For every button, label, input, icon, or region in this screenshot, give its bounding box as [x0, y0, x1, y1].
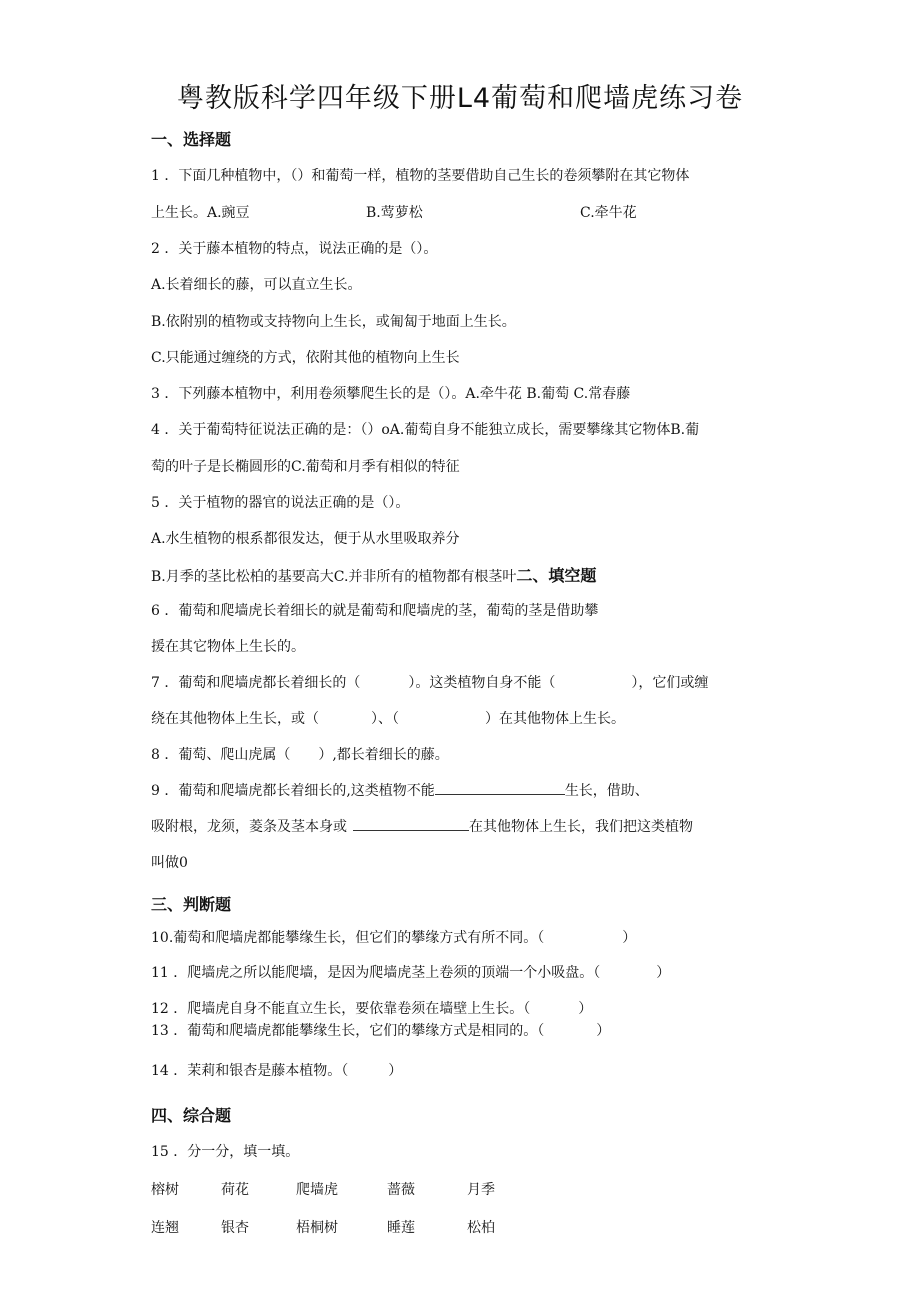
question-2-option-c: C.只能通过缠绕的方式，依附其他的植物向上生长 [151, 350, 460, 366]
question-8-text-1: 8 ．葡萄、爬山虎属（ [151, 747, 291, 763]
plant-word: 榕树 [151, 1182, 179, 1198]
question-4-line-1: 4 ．关于葡萄特征说法正确的是：（）oA.葡萄自身不能独立成长，需要攀缘其它物体B.葡 [151, 422, 700, 438]
question-5-stem: 5 ．关于植物的器官的说法正确的是（）。 [151, 495, 410, 511]
answer-blank[interactable] [435, 780, 565, 795]
question-15-stem: 15 ．分一分，填一填。 [151, 1144, 300, 1160]
question-5-option-b-c [151, 563, 596, 586]
plant-word: 月季 [467, 1182, 495, 1198]
question-10-close: ） [622, 930, 637, 946]
question-1-line-1: 1 ．下面几种植物中，（）和葡萄一样，植物的茎要借助自己生长的卷须攀附在其它物体 [151, 168, 690, 184]
question-9-text-3: 吸附根，龙须，菱条及茎本身或 [151, 819, 347, 835]
question-12-text: 12 ．爬墙虎自身不能直立生长，要依靠卷须在墙壁上生长。（ [151, 1001, 531, 1017]
plant-word: 睡莲 [387, 1220, 415, 1236]
question-3: 3 ．下列藤本植物中，利用卷须攀爬生长的是（）。A.牵牛花 B.葡萄 C.常春藤 [151, 386, 631, 402]
question-13-close: ） [596, 1023, 611, 1039]
question-4-line-2: 萄的叶子是长椭圆形的C.葡萄和月季有相似的特征 [151, 459, 460, 475]
question-8 [151, 744, 449, 764]
question-7-text-4: 绕在其他物体上生长，或（ [151, 711, 319, 727]
plant-word: 银杏 [221, 1220, 249, 1236]
plant-word: 荷花 [221, 1182, 249, 1198]
question-13 [151, 1020, 610, 1040]
page-title: 粤教版科学四年级下册L4葡萄和爬墙虎练习卷 [176, 83, 744, 114]
question-10-text: 10.葡萄和爬墙虎都能攀缘生长，但它们的攀缘方式有所不同。（ [151, 930, 545, 946]
section-heading-judge: 三、判断题 [151, 895, 232, 914]
question-7-line-2 [151, 708, 625, 728]
question-11-close: ） [656, 965, 671, 981]
question-11 [151, 962, 670, 982]
plant-word: 连翘 [151, 1220, 179, 1236]
plant-word: 蔷薇 [387, 1182, 415, 1198]
question-2-option-a: A.长着细长的藤，可以直立生长。 [151, 277, 362, 293]
question-7-text-2: ）。这类植物自身不能（ [408, 675, 556, 691]
question-2-option-b: B.依附别的植物或支持物向上生长，或匍匐于地面上生长。 [151, 314, 516, 330]
question-9-text-2: 生长，借助、 [564, 783, 649, 799]
section-heading-fill: 二、填空题 [516, 566, 597, 585]
plant-word: 爬墙虎 [296, 1182, 338, 1198]
question-9-line-3: 叫做0 [151, 855, 188, 871]
question-12-close: ） [578, 1001, 593, 1017]
question-9-text-1: 9 ．葡萄和爬墙虎都长着细长的,这类植物不能 [151, 783, 435, 799]
plant-word: 松柏 [467, 1220, 495, 1236]
question-14-text: 14 ．茉莉和银杏是藤本植物。（ [151, 1063, 349, 1079]
question-7-text-6: ）在其他物体上生长。 [485, 711, 625, 727]
question-1-option-c: C.牵牛花 [580, 205, 637, 221]
section-heading-comprehensive: 四、综合题 [151, 1106, 232, 1125]
question-2-stem: 2 ．关于藤本植物的特点，说法正确的是（）。 [151, 241, 438, 257]
section-heading-choice: 一、选择题 [151, 130, 232, 149]
question-6-line-1: 6 ．葡萄和爬墙虎长着细长的就是葡萄和爬墙虎的茎，葡萄的茎是借助攀 [151, 603, 599, 619]
question-11-text: 11 ．爬墙虎之所以能爬墙，是因为爬墙虎茎上卷须的顶端一个小吸盘。（ [151, 965, 601, 981]
question-14 [151, 1060, 402, 1080]
question-9-line-1 [151, 780, 649, 800]
question-1-option-a: 上生长。A.豌豆 [151, 205, 250, 221]
question-13-text: 13 ．葡萄和爬墙虎都能攀缘生长，它们的攀缘方式是相同的。（ [151, 1023, 545, 1039]
question-7-text-1: 7 ．葡萄和爬墙虎都长着细长的（ [151, 675, 361, 691]
plant-word: 梧桐树 [296, 1220, 338, 1236]
question-7-text-3: ），它们或缠 [631, 675, 709, 691]
question-8-text-2: ）,都长着细长的藤。 [318, 747, 449, 763]
question-5-option-a: A.水生植物的根系都很发达，便于从水里吸取养分 [151, 531, 460, 547]
question-6-line-2: 援在其它物体上生长的。 [151, 639, 305, 655]
question-14-close: ） [388, 1063, 403, 1079]
question-7-line-1 [151, 672, 708, 692]
question-12 [151, 998, 592, 1018]
question-7-text-5: ）、（ [371, 711, 399, 727]
answer-blank[interactable] [353, 816, 469, 831]
question-10 [151, 927, 636, 947]
question-9-line-2 [151, 816, 693, 836]
question-9-text-4: 在其他物体上生长，我们把这类植物 [469, 819, 693, 835]
question-1-option-b: B.莺萝松 [366, 205, 423, 221]
question-5-option-b-text: B.月季的茎比松柏的基要高大C.并非所有的植物都有根茎叶 [151, 569, 517, 585]
